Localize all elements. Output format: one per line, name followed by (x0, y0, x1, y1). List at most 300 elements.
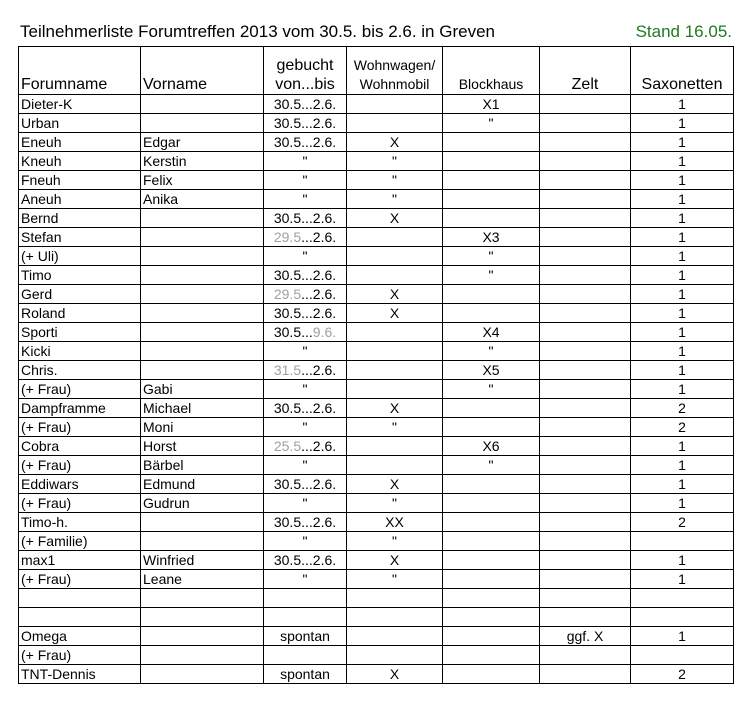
cell-forumname[interactable]: (+ Frau) (19, 570, 141, 589)
date-from: 30.5 (273, 267, 302, 283)
cell-vorname[interactable]: Edmund (141, 475, 264, 494)
cell-vorname[interactable] (141, 361, 264, 380)
date-separator: ... (301, 305, 313, 321)
table-row (19, 266, 734, 285)
table-row (19, 95, 734, 114)
cell-wohnwagen[interactable] (347, 456, 443, 475)
cell-saxonetten[interactable]: 2 (631, 418, 734, 437)
table-row (19, 209, 734, 228)
date-to: 2.6. (312, 552, 337, 568)
cell-vorname[interactable] (141, 513, 264, 532)
cell-blockhaus[interactable] (443, 285, 540, 304)
cell-blockhaus[interactable] (443, 665, 540, 684)
cell-zelt[interactable] (540, 532, 631, 551)
cell-forumname[interactable]: Kneuh (19, 152, 141, 171)
cell-wohnwagen[interactable] (347, 608, 443, 627)
cell-saxonetten[interactable] (631, 589, 734, 608)
cell-saxonetten[interactable]: 1 (631, 437, 734, 456)
header-wohnwagen[interactable] (347, 47, 443, 95)
date-separator: ... (301, 362, 313, 378)
cell-forumname[interactable]: (+ Frau) (19, 494, 141, 513)
cell-gebucht[interactable]: " (264, 570, 347, 589)
cell-forumname[interactable]: (+ Familie) (19, 532, 141, 551)
table-row (19, 456, 734, 475)
cell-blockhaus[interactable] (443, 551, 540, 570)
cell-vorname[interactable]: Michael (141, 399, 264, 418)
cell-blockhaus[interactable] (443, 494, 540, 513)
cell-saxonetten[interactable]: 1 (631, 152, 734, 171)
cell-gebucht[interactable]: " (264, 171, 347, 190)
cell-wohnwagen[interactable] (347, 228, 443, 247)
cell-forumname[interactable]: Chris. (19, 361, 141, 380)
cell-wohnwagen[interactable] (347, 95, 443, 114)
cell-saxonetten[interactable]: 1 (631, 304, 734, 323)
table-row (19, 551, 734, 570)
cell-zelt[interactable] (540, 437, 631, 456)
header-forumname[interactable]: Forumname (19, 47, 141, 95)
cell-blockhaus[interactable]: " (443, 247, 540, 266)
cell-gebucht[interactable]: " (264, 380, 347, 399)
cell-blockhaus[interactable] (443, 133, 540, 152)
date-to: 2.6. (312, 96, 337, 112)
date-to: 2.6. (312, 438, 337, 454)
cell-vorname[interactable]: Horst (141, 437, 264, 456)
cell-blockhaus[interactable] (443, 589, 540, 608)
header-gebucht[interactable] (264, 47, 347, 95)
date-from: 30.5 (273, 476, 302, 492)
date-from: 29.5 (273, 229, 302, 245)
cell-forumname[interactable]: max1 (19, 551, 141, 570)
cell-blockhaus[interactable]: X3 (443, 228, 540, 247)
date-to: 2.6. (312, 134, 337, 150)
cell-saxonetten[interactable]: 1 (631, 114, 734, 133)
cell-zelt[interactable] (540, 665, 631, 684)
cell-saxonetten[interactable]: 1 (631, 361, 734, 380)
header-gebucht-line2: von...bis (275, 76, 335, 93)
cell-gebucht[interactable] (264, 589, 347, 608)
cell-vorname[interactable] (141, 665, 264, 684)
date-to: 2.6. (312, 400, 337, 416)
cell-vorname[interactable] (141, 266, 264, 285)
table-row (19, 646, 734, 665)
date-separator: ... (301, 210, 313, 226)
date-to: 2.6. (312, 115, 337, 131)
cell-zelt[interactable] (540, 418, 631, 437)
date-to: 2.6. (312, 229, 337, 245)
cell-forumname[interactable]: TNT-Dennis (19, 665, 141, 684)
cell-zelt[interactable] (540, 228, 631, 247)
cell-gebucht[interactable] (264, 228, 347, 247)
cell-gebucht[interactable]: " (264, 190, 347, 209)
cell-zelt[interactable] (540, 114, 631, 133)
cell-vorname[interactable]: Moni (141, 418, 264, 437)
cell-saxonetten[interactable]: 1 (631, 228, 734, 247)
cell-zelt[interactable] (540, 513, 631, 532)
cell-saxonetten[interactable]: 1 (631, 285, 734, 304)
cell-forumname[interactable]: Omega (19, 627, 141, 646)
cell-gebucht[interactable] (264, 551, 347, 570)
cell-gebucht[interactable]: " (264, 494, 347, 513)
cell-gebucht[interactable]: " (264, 152, 347, 171)
cell-forumname[interactable]: Dieter-K (19, 95, 141, 114)
cell-gebucht[interactable]: spontan (264, 665, 347, 684)
cell-blockhaus[interactable]: " (443, 266, 540, 285)
cell-gebucht[interactable] (264, 361, 347, 380)
table-row (19, 627, 734, 646)
cell-saxonetten[interactable]: 1 (631, 627, 734, 646)
cell-wohnwagen[interactable]: X (347, 399, 443, 418)
cell-blockhaus[interactable] (443, 646, 540, 665)
cell-blockhaus[interactable] (443, 171, 540, 190)
cell-forumname[interactable]: (+ Uli) (19, 247, 141, 266)
cell-gebucht[interactable] (264, 323, 347, 342)
cell-blockhaus[interactable] (443, 418, 540, 437)
cell-wohnwagen[interactable]: X (347, 285, 443, 304)
table-row (19, 608, 734, 627)
cell-saxonetten[interactable]: 1 (631, 456, 734, 475)
cell-blockhaus[interactable]: " (443, 342, 540, 361)
table-row (19, 589, 734, 608)
cell-wohnwagen[interactable]: X (347, 133, 443, 152)
cell-saxonetten[interactable]: 1 (631, 190, 734, 209)
cell-saxonetten[interactable]: 1 (631, 171, 734, 190)
cell-gebucht[interactable] (264, 437, 347, 456)
cell-zelt[interactable] (540, 399, 631, 418)
cell-gebucht[interactable] (264, 209, 347, 228)
cell-zelt[interactable] (540, 646, 631, 665)
cell-vorname[interactable]: Gudrun (141, 494, 264, 513)
date-to: 2.6. (312, 305, 337, 321)
date-separator: ... (301, 115, 313, 131)
table-row (19, 133, 734, 152)
cell-zelt[interactable] (540, 361, 631, 380)
cell-blockhaus[interactable]: " (443, 114, 540, 133)
cell-wohnwagen[interactable]: X (347, 475, 443, 494)
cell-zelt[interactable] (540, 171, 631, 190)
cell-zelt[interactable] (540, 247, 631, 266)
cell-saxonetten[interactable]: 2 (631, 665, 734, 684)
cell-wohnwagen[interactable]: " (347, 190, 443, 209)
cell-saxonetten[interactable] (631, 646, 734, 665)
header-saxonetten[interactable]: Saxonetten (631, 47, 734, 95)
cell-gebucht[interactable] (264, 304, 347, 323)
cell-forumname[interactable]: (+ Frau) (19, 418, 141, 437)
cell-gebucht[interactable] (264, 399, 347, 418)
cell-vorname[interactable] (141, 646, 264, 665)
cell-saxonetten[interactable]: 1 (631, 342, 734, 361)
date-separator: ... (301, 286, 313, 302)
cell-forumname[interactable]: (+ Frau) (19, 380, 141, 399)
cell-gebucht[interactable]: " (264, 532, 347, 551)
cell-zelt[interactable] (540, 323, 631, 342)
cell-wohnwagen[interactable]: X (347, 665, 443, 684)
cell-forumname[interactable]: Stefan (19, 228, 141, 247)
cell-wohnwagen[interactable] (347, 361, 443, 380)
cell-vorname[interactable] (141, 228, 264, 247)
cell-forumname[interactable]: Timo-h. (19, 513, 141, 532)
date-separator: ... (301, 514, 313, 530)
cell-forumname[interactable]: Eneuh (19, 133, 141, 152)
cell-wohnwagen[interactable]: XX (347, 513, 443, 532)
cell-gebucht[interactable] (264, 266, 347, 285)
cell-forumname[interactable]: Timo (19, 266, 141, 285)
cell-gebucht[interactable] (264, 475, 347, 494)
cell-zelt[interactable] (540, 475, 631, 494)
cell-gebucht[interactable]: " (264, 247, 347, 266)
cell-gebucht[interactable]: " (264, 342, 347, 361)
cell-wohnwagen[interactable]: " (347, 171, 443, 190)
date-from: 30.5 (273, 400, 302, 416)
cell-saxonetten[interactable]: 1 (631, 380, 734, 399)
cell-blockhaus[interactable]: " (443, 380, 540, 399)
cell-zelt[interactable] (540, 589, 631, 608)
cell-vorname[interactable]: Felix (141, 171, 264, 190)
cell-zelt[interactable] (540, 342, 631, 361)
date-from: 30.5 (273, 96, 302, 112)
cell-blockhaus[interactable] (443, 532, 540, 551)
table-row (19, 152, 734, 171)
date-from: 25.5 (273, 438, 302, 454)
cell-vorname[interactable]: Kerstin (141, 152, 264, 171)
cell-forumname[interactable]: Aneuh (19, 190, 141, 209)
cell-vorname[interactable] (141, 304, 264, 323)
cell-zelt[interactable] (540, 152, 631, 171)
cell-vorname[interactable] (141, 209, 264, 228)
cell-gebucht[interactable]: spontan (264, 627, 347, 646)
cell-blockhaus[interactable] (443, 608, 540, 627)
cell-blockhaus[interactable] (443, 209, 540, 228)
header-wohnwagen-line1: Wohnwagen/ (353, 57, 436, 73)
cell-wohnwagen[interactable] (347, 646, 443, 665)
table-row (19, 247, 734, 266)
date-to: 2.6. (312, 267, 337, 283)
cell-saxonetten[interactable]: 1 (631, 494, 734, 513)
participant-table (18, 46, 734, 684)
cell-zelt[interactable] (540, 456, 631, 475)
cell-zelt[interactable] (540, 95, 631, 114)
table-row (19, 475, 734, 494)
cell-forumname[interactable]: Roland (19, 304, 141, 323)
cell-wohnwagen[interactable]: " (347, 570, 443, 589)
cell-saxonetten[interactable]: 1 (631, 209, 734, 228)
cell-wohnwagen[interactable]: X (347, 209, 443, 228)
cell-blockhaus[interactable] (443, 513, 540, 532)
cell-zelt[interactable] (540, 570, 631, 589)
table-row (19, 304, 734, 323)
cell-blockhaus[interactable] (443, 152, 540, 171)
cell-forumname[interactable]: Dampframme (19, 399, 141, 418)
cell-forumname[interactable] (19, 589, 141, 608)
cell-forumname[interactable]: Urban (19, 114, 141, 133)
date-separator: ... (301, 476, 313, 492)
cell-saxonetten[interactable]: 1 (631, 95, 734, 114)
table-row (19, 665, 734, 684)
cell-saxonetten[interactable]: 2 (631, 399, 734, 418)
table-row (19, 228, 734, 247)
cell-blockhaus[interactable]: " (443, 456, 540, 475)
cell-wohnwagen[interactable] (347, 380, 443, 399)
cell-wohnwagen[interactable] (347, 627, 443, 646)
cell-vorname[interactable] (141, 342, 264, 361)
cell-blockhaus[interactable] (443, 304, 540, 323)
cell-wohnwagen[interactable] (347, 589, 443, 608)
cell-forumname[interactable]: (+ Frau) (19, 646, 141, 665)
header-row (19, 47, 734, 95)
cell-forumname[interactable]: Kicki (19, 342, 141, 361)
cell-blockhaus[interactable] (443, 570, 540, 589)
cell-wohnwagen[interactable]: " (347, 494, 443, 513)
date-from: 30.5 (273, 514, 302, 530)
cell-wohnwagen[interactable]: " (347, 418, 443, 437)
cell-zelt[interactable] (540, 133, 631, 152)
cell-gebucht[interactable] (264, 95, 347, 114)
title-row (20, 22, 732, 46)
cell-saxonetten[interactable]: 1 (631, 551, 734, 570)
cell-vorname[interactable]: Bärbel (141, 456, 264, 475)
cell-blockhaus[interactable] (443, 399, 540, 418)
date-to: 2.6. (312, 362, 337, 378)
cell-zelt[interactable] (540, 608, 631, 627)
cell-wohnwagen[interactable] (347, 247, 443, 266)
cell-saxonetten[interactable]: 2 (631, 513, 734, 532)
table-row (19, 418, 734, 437)
cell-forumname[interactable]: (+ Frau) (19, 456, 141, 475)
table-row (19, 380, 734, 399)
table-row (19, 494, 734, 513)
cell-forumname[interactable] (19, 608, 141, 627)
cell-zelt[interactable] (540, 304, 631, 323)
table-row (19, 323, 734, 342)
date-from: 30.5 (273, 324, 302, 340)
cell-vorname[interactable]: Winfried (141, 551, 264, 570)
cell-zelt[interactable] (540, 551, 631, 570)
cell-vorname[interactable] (141, 608, 264, 627)
cell-saxonetten[interactable]: 1 (631, 323, 734, 342)
header-wohnwagen-line2: Wohnmobil (359, 76, 430, 92)
cell-blockhaus[interactable]: X4 (443, 323, 540, 342)
table-row (19, 532, 734, 551)
cell-vorname[interactable] (141, 532, 264, 551)
cell-vorname[interactable]: Leane (141, 570, 264, 589)
table-body (19, 95, 734, 684)
cell-saxonetten[interactable] (631, 532, 734, 551)
cell-blockhaus[interactable]: X6 (443, 437, 540, 456)
cell-wohnwagen[interactable] (347, 266, 443, 285)
cell-blockhaus[interactable] (443, 475, 540, 494)
cell-vorname[interactable] (141, 247, 264, 266)
cell-vorname[interactable] (141, 95, 264, 114)
cell-zelt[interactable]: ggf. X (540, 627, 631, 646)
table-row (19, 513, 734, 532)
cell-forumname[interactable]: Eddiwars (19, 475, 141, 494)
cell-zelt[interactable] (540, 209, 631, 228)
date-from: 30.5 (273, 552, 302, 568)
cell-zelt[interactable] (540, 190, 631, 209)
date-from: 30.5 (273, 210, 302, 226)
cell-wohnwagen[interactable] (347, 323, 443, 342)
cell-gebucht[interactable] (264, 513, 347, 532)
cell-blockhaus[interactable] (443, 190, 540, 209)
cell-blockhaus[interactable]: X5 (443, 361, 540, 380)
table-row (19, 285, 734, 304)
cell-wohnwagen[interactable]: " (347, 152, 443, 171)
cell-saxonetten[interactable]: 1 (631, 247, 734, 266)
date-from: 31.5 (273, 362, 302, 378)
cell-vorname[interactable]: Gabi (141, 380, 264, 399)
cell-wohnwagen[interactable]: X (347, 304, 443, 323)
cell-vorname[interactable] (141, 627, 264, 646)
status-date: Stand 16.05. (635, 22, 732, 41)
cell-zelt[interactable] (540, 380, 631, 399)
date-separator: ... (301, 324, 313, 340)
cell-wohnwagen[interactable]: " (347, 532, 443, 551)
cell-forumname[interactable]: Fneuh (19, 171, 141, 190)
cell-wohnwagen[interactable] (347, 437, 443, 456)
cell-zelt[interactable] (540, 266, 631, 285)
cell-vorname[interactable] (141, 285, 264, 304)
cell-vorname[interactable] (141, 589, 264, 608)
header-vorname[interactable]: Vorname (141, 47, 264, 95)
cell-zelt[interactable] (540, 285, 631, 304)
header-zelt[interactable]: Zelt (540, 47, 631, 95)
cell-vorname[interactable] (141, 114, 264, 133)
cell-gebucht[interactable] (264, 646, 347, 665)
date-to: 2.6. (312, 286, 337, 302)
date-separator: ... (301, 229, 313, 245)
cell-saxonetten[interactable]: 1 (631, 133, 734, 152)
cell-wohnwagen[interactable] (347, 114, 443, 133)
cell-forumname[interactable]: Sporti (19, 323, 141, 342)
cell-gebucht[interactable]: " (264, 456, 347, 475)
cell-gebucht[interactable] (264, 285, 347, 304)
cell-saxonetten[interactable] (631, 608, 734, 627)
cell-gebucht[interactable]: " (264, 418, 347, 437)
date-to: 9.6. (312, 324, 337, 340)
cell-wohnwagen[interactable] (347, 342, 443, 361)
header-blockhaus[interactable]: Blockhaus (443, 47, 540, 95)
table-row (19, 190, 734, 209)
date-to: 2.6. (312, 514, 337, 530)
cell-saxonetten[interactable]: 1 (631, 570, 734, 589)
date-separator: ... (301, 400, 313, 416)
cell-blockhaus[interactable] (443, 627, 540, 646)
cell-blockhaus[interactable]: X1 (443, 95, 540, 114)
date-separator: ... (301, 552, 313, 568)
date-from: 30.5 (273, 305, 302, 321)
cell-forumname[interactable]: Cobra (19, 437, 141, 456)
cell-gebucht[interactable] (264, 608, 347, 627)
cell-gebucht[interactable] (264, 114, 347, 133)
cell-vorname[interactable]: Anika (141, 190, 264, 209)
date-separator: ... (301, 438, 313, 454)
cell-vorname[interactable] (141, 323, 264, 342)
sheet-title: Teilnehmerliste Forumtreffen 2013 vom 30.5. bis 2.6. in Greven (20, 22, 495, 41)
cell-saxonetten[interactable]: 1 (631, 475, 734, 494)
header-gebucht-line1: gebucht (276, 57, 334, 74)
cell-vorname[interactable]: Edgar (141, 133, 264, 152)
date-separator: ... (301, 96, 313, 112)
cell-zelt[interactable] (540, 494, 631, 513)
cell-forumname[interactable]: Bernd (19, 209, 141, 228)
cell-gebucht[interactable] (264, 133, 347, 152)
date-separator: ... (301, 134, 313, 150)
cell-wohnwagen[interactable]: X (347, 551, 443, 570)
date-from: 29.5 (273, 286, 302, 302)
cell-saxonetten[interactable]: 1 (631, 266, 734, 285)
cell-forumname[interactable]: Gerd (19, 285, 141, 304)
date-from: 30.5 (273, 115, 302, 131)
table-row (19, 171, 734, 190)
